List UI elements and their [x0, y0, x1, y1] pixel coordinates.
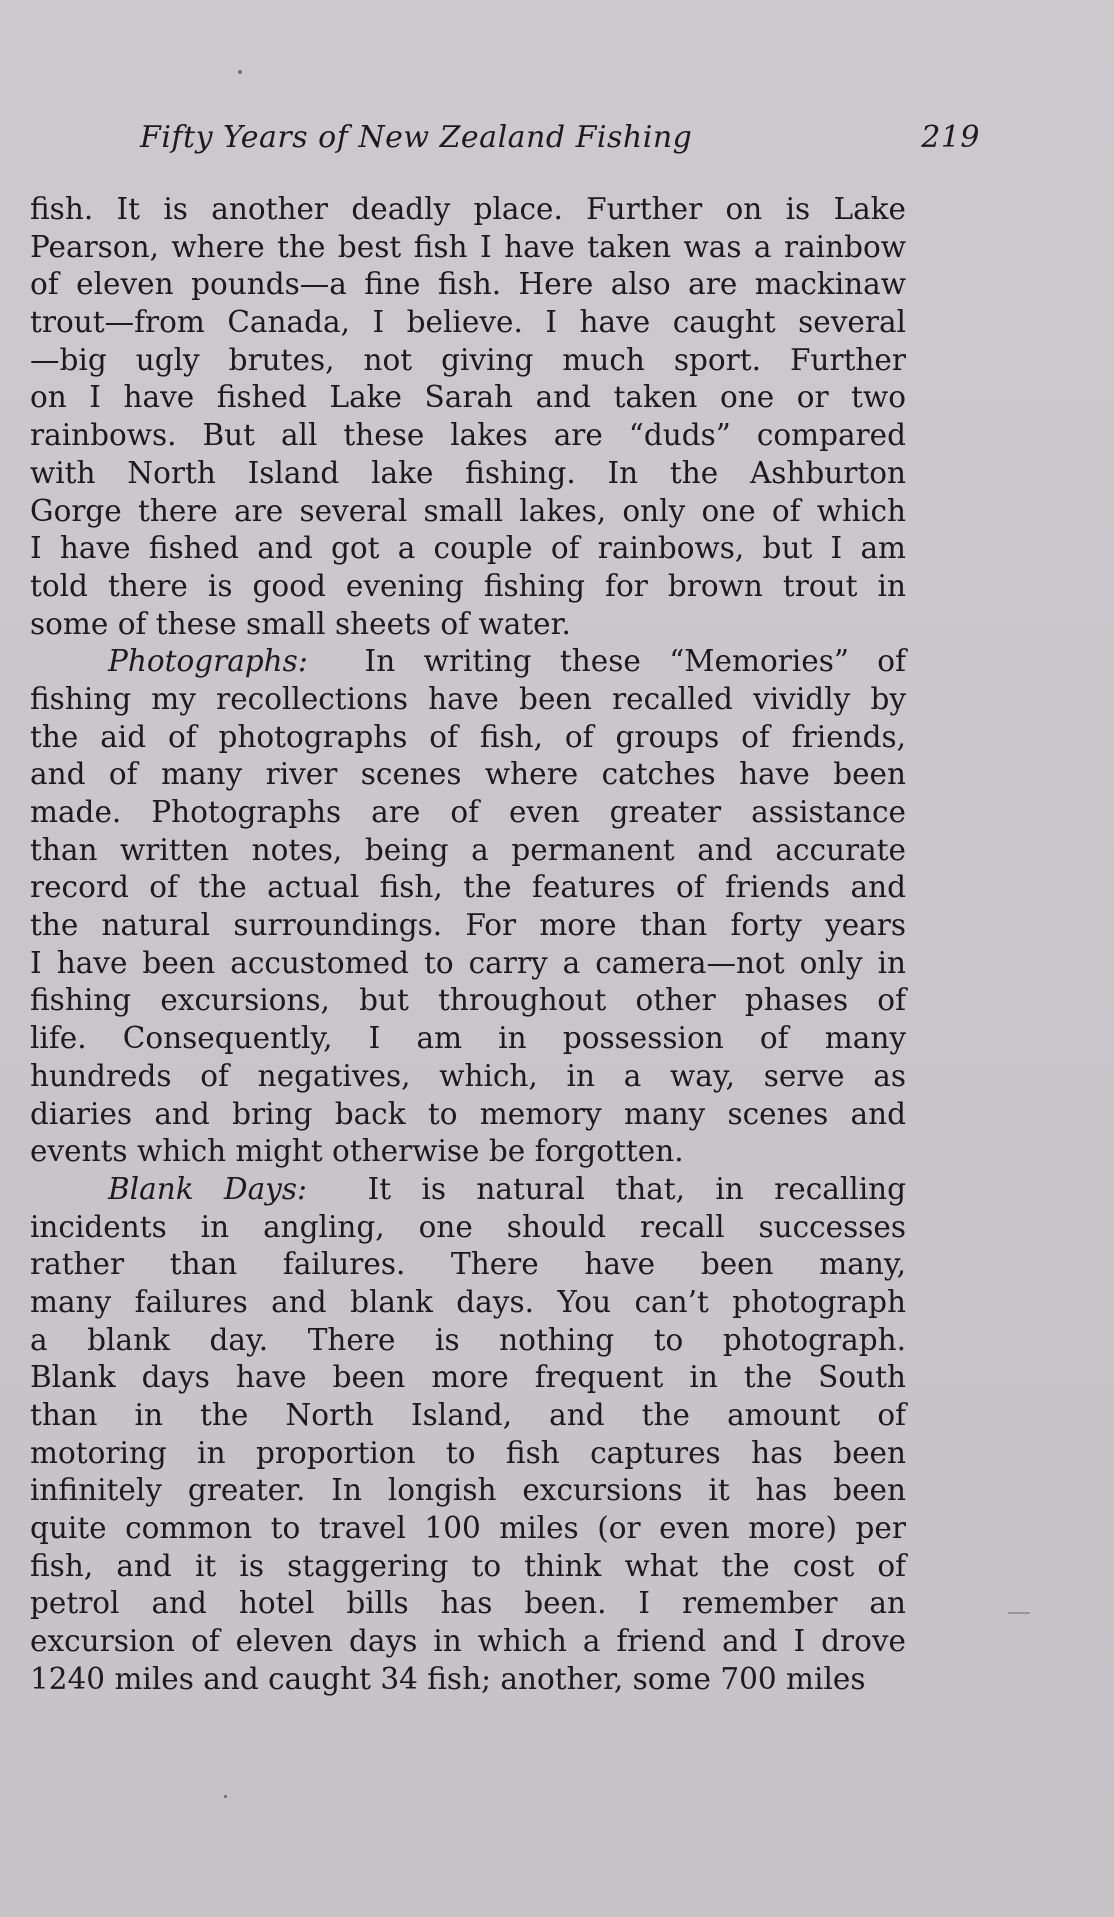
text-line: excursion of eleven days in which a friend and I drove: [30, 1624, 906, 1659]
running-head: [140, 120, 980, 160]
text-fragment: It is natural that, in recalling: [367, 1171, 907, 1206]
text-line: infinitely greater. In longish excursions it has been: [30, 1473, 906, 1508]
text-line: I have fished and got a couple of rainbows, but I am: [30, 531, 906, 566]
text-line: fishing my recollections have been recalled vividly by: [30, 681, 906, 716]
text-line: on I have fished Lake Sarah and taken one or two: [30, 380, 906, 415]
text-line: a blank day. There is nothing to photograph.: [30, 1322, 906, 1357]
text-line: rather than failures. There have been many,: [30, 1247, 906, 1282]
section-heading: Blank Days:: [108, 1171, 307, 1206]
text-line: many failures and blank days. You can’t photograph: [30, 1284, 906, 1319]
text-line: incidents in angling, one should recall successes: [30, 1209, 906, 1244]
text-line: trout—from Canada, I believe. I have caught several: [30, 305, 906, 340]
text-line: Blank days have been more frequent in the South: [30, 1360, 906, 1395]
text-line: hundreds of negatives, which, in a way, serve as: [30, 1058, 906, 1093]
margin-mark: [1008, 1612, 1030, 1614]
text-line: with North Island lake fishing. In the Ashburton: [30, 455, 906, 490]
text-line: the aid of photographs of fish, of groups of friends,: [30, 719, 906, 754]
paper-speck: [238, 70, 242, 74]
text-line: and of many river scenes where catches have been: [30, 757, 906, 792]
text-line: fish, and it is staggering to think what the cost of: [30, 1548, 906, 1583]
paragraph-first-line: [30, 1171, 906, 1209]
paper-speck: [224, 1795, 227, 1798]
text-line: —big ugly brutes, not giving much sport. Further: [30, 342, 906, 377]
text-line: record of the actual fish, the features of friends and: [30, 870, 906, 905]
paragraph-first-line: [30, 643, 906, 681]
text-line: rainbows. But all these lakes are “duds” compared: [30, 418, 906, 453]
text-line: some of these small sheets of water.: [30, 606, 571, 641]
text-line: the natural surroundings. For more than forty years: [30, 908, 906, 943]
text-line: made. Photographs are of even greater assistance: [30, 795, 906, 829]
text-line: events which might otherwise be forgotten.: [30, 1134, 684, 1169]
text-line: motoring in proportion to fish captures has been: [30, 1435, 906, 1470]
text-line: 1240 miles and caught 34 fish; another, some 700 miles: [30, 1661, 866, 1696]
text-fragment: In writing these “Memories” of: [364, 644, 906, 679]
text-line: fish. It is another deadly place. Further on is Lake: [30, 192, 906, 226]
text-line: petrol and hotel bills has been. I remember an: [30, 1586, 906, 1621]
text-line: than in the North Island, and the amount of: [30, 1398, 906, 1432]
text-line: diaries and bring back to memory many scenes and: [30, 1096, 906, 1131]
text-line: life. Consequently, I am in possession of many: [30, 1021, 906, 1056]
text-line: Pearson, where the best fish I have taken was a rainbow: [30, 229, 906, 264]
text-line: of eleven pounds—a fine fish. Here also are mackinaw: [30, 267, 906, 302]
text-line: than written notes, being a permanent and accurate: [30, 832, 906, 867]
page-number: 219: [921, 120, 980, 155]
text-line: told there is good evening fishing for brown trout in: [30, 568, 906, 603]
body-text: [30, 191, 906, 1699]
text-line: I have been accustomed to carry a camera—not only in: [30, 945, 906, 980]
text-line: quite common to travel 100 miles (or even more) per: [30, 1511, 906, 1546]
text-line: Gorge there are several small lakes, only one of which: [30, 493, 906, 528]
text-line: fishing excursions, but throughout other phases of: [30, 983, 906, 1018]
running-head-title: Fifty Years of New Zealand Fishing: [140, 120, 693, 155]
section-heading: Photographs:: [108, 644, 308, 679]
